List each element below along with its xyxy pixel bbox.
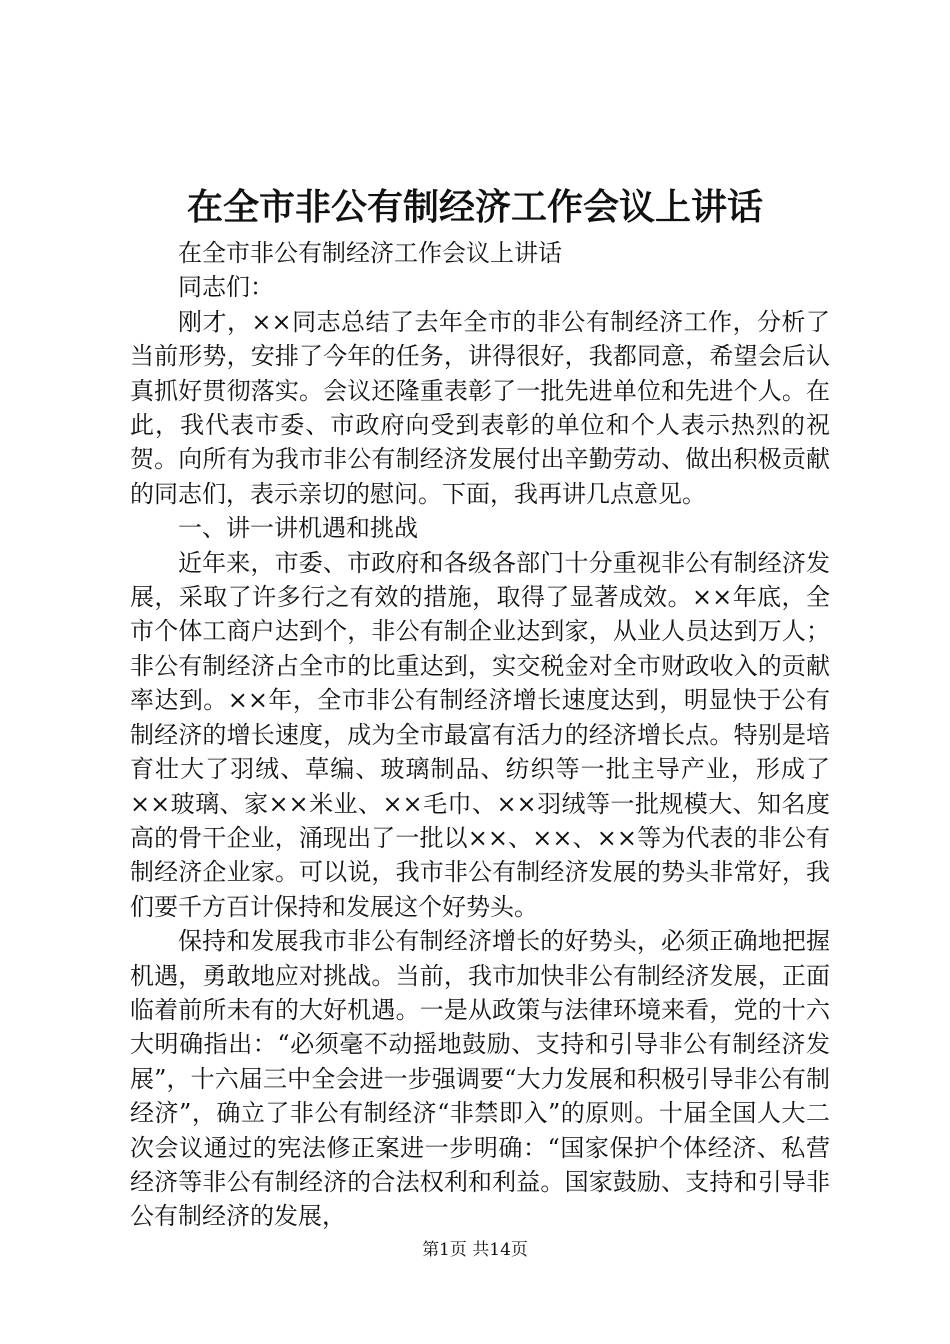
section-heading-1: 一、讲一讲机遇和挑战	[178, 514, 418, 543]
document-body	[130, 236, 830, 1234]
paragraph-opening: 刚才，××同志总结了去年全市的非公有制经济工作，分析了当前形势，安排了今年的任务，讲得很好，我都同意，希望会后认真抓好贯彻落实。会议还隆重表彰了一批先进单位和先进个人。在此，我代表市委、市政府向受到表彰的单位和个人表示热烈的祝贺。向所有为我市非公有制经济发展付出辛勤劳动、做出积极贡献的同志们，表示亲切的慰问。下面，我再讲几点意见。	[130, 307, 830, 508]
paragraph-opportunities: 保持和发展我市非公有制经济增长的好势头，必须正确地把握机遇，勇敢地应对挑战。当前，我市加快非公有制经济发展，正面临着前所未有的大好机遇。一是从政策与法律环境来看，党的十六大明确指出：“必须毫不动摇地鼓励、支持和引导非公有制经济发展”，十六届三中全会进一步强调要“大力发展和积极引导非公有制经济”，确立了非公有制经济“非禁即入”的原则。十届全国人大二次会议通过的宪法修正案进一步明确：“国家保护个体经济、私营经济等非公有制经济的合法权利和利益。国家鼓励、支持和引导非公有制经济的发展，	[130, 927, 830, 1231]
page-footer: 第1页 共14页	[422, 1240, 528, 1260]
document-title: 在全市非公有制经济工作会议上讲话	[186, 187, 763, 228]
paragraph-salutation: 同志们：	[178, 273, 274, 302]
paragraph-achievements: 近年来，市委、市政府和各级各部门十分重视非公有制经济发展，采取了许多行之有效的措施，取得了显著成效。××年底，全市个体工商户达到个，非公有制企业达到家，从业人员达到万人；非公有制经济占全市的比重达到，实交税金对全市财政收入的贡献率达到。××年，全市非公有制经济增长速度达到，明显快于公有制经济的增长速度，成为全市最富有活力的经济增长点。特别是培育壮大了羽绒、草编、玻璃制品、纺织等一批主导产业，形成了××玻璃、家××米业、××毛巾、××羽绒等一批规模大、知名度高的骨干企业，涌现出了一批以××、××、××等为代表的非公有制经济企业家。可以说，我市非公有制经济发展的势头非常好，我们要千方百计保持和发展这个好势头。	[130, 548, 830, 921]
paragraph-heading-repeat: 在全市非公有制经济工作会议上讲话	[178, 239, 562, 267]
